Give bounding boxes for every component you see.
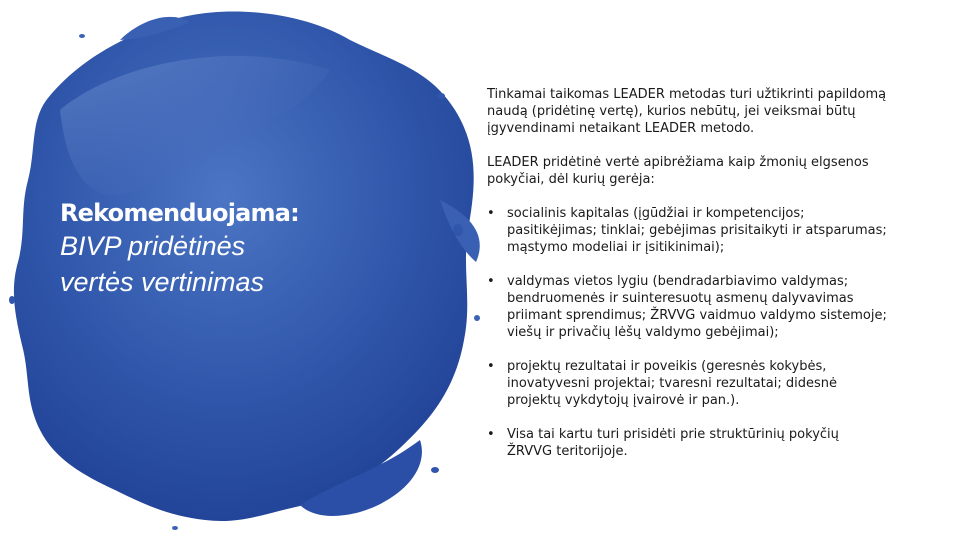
bullet-item: [487, 273, 887, 341]
bullet-item: [487, 205, 887, 256]
bullet-text: projektų rezultatai ir poveikis (geresnės kokybės, inovatyvesni projektai; tvaresni rezultatai; didesnė projektų vykdytojų įvairovė ir pan.).: [507, 359, 837, 408]
bullet-marker: •: [487, 427, 495, 442]
slide-title: Rekomenduojama:: [60, 199, 299, 227]
bullet-text: socialinis kapitalas (įgūdžiai ir kompetencijos; pasitikėjimas; tinklai; gebėjimas prisitaikyti ir atsparumas; mąstymo modeliai ir įsitikinimai);: [507, 206, 887, 255]
intro-paragraph-2: LEADER pridėtinė vertė apibrėžiama kaip žmonių elgsenos pokyčiai, dėl kurių gerėja:: [487, 155, 869, 187]
bullet-text: valdymas vietos lygiu (bendradarbiavimo valdymas; bendruomenės ir suinteresuotų asmenų dalyvavimas priimant sprendimus; ŽRVVG vaidmuo valdymo sistemoje; viešų ir privačių lėšų valdymo gebėjimai);: [507, 274, 887, 340]
title-block: [60, 198, 360, 300]
bullet-list: [487, 205, 887, 460]
bullet-marker: •: [487, 206, 495, 221]
bullet-marker: •: [487, 274, 495, 289]
intro-paragraph-1: Tinkamai taikomas LEADER metodas turi užtikrinti papildomą naudą (pridėtinę vertę), kurios nebūtų, jei veiksmai būtų įgyvendinami netaikant LEADER metodo.: [487, 87, 887, 136]
slide-subtitle: BIVP pridėtinės vertės vertinimas: [60, 231, 265, 297]
bullet-marker: •: [487, 359, 495, 374]
bullet-item: [487, 358, 887, 409]
body-text: [487, 86, 887, 477]
bullet-text: Visa tai kartu turi prisidėti prie struktūrinių pokyčių ŽRVVG teritorijoje.: [507, 427, 839, 459]
bullet-item: [487, 426, 887, 460]
